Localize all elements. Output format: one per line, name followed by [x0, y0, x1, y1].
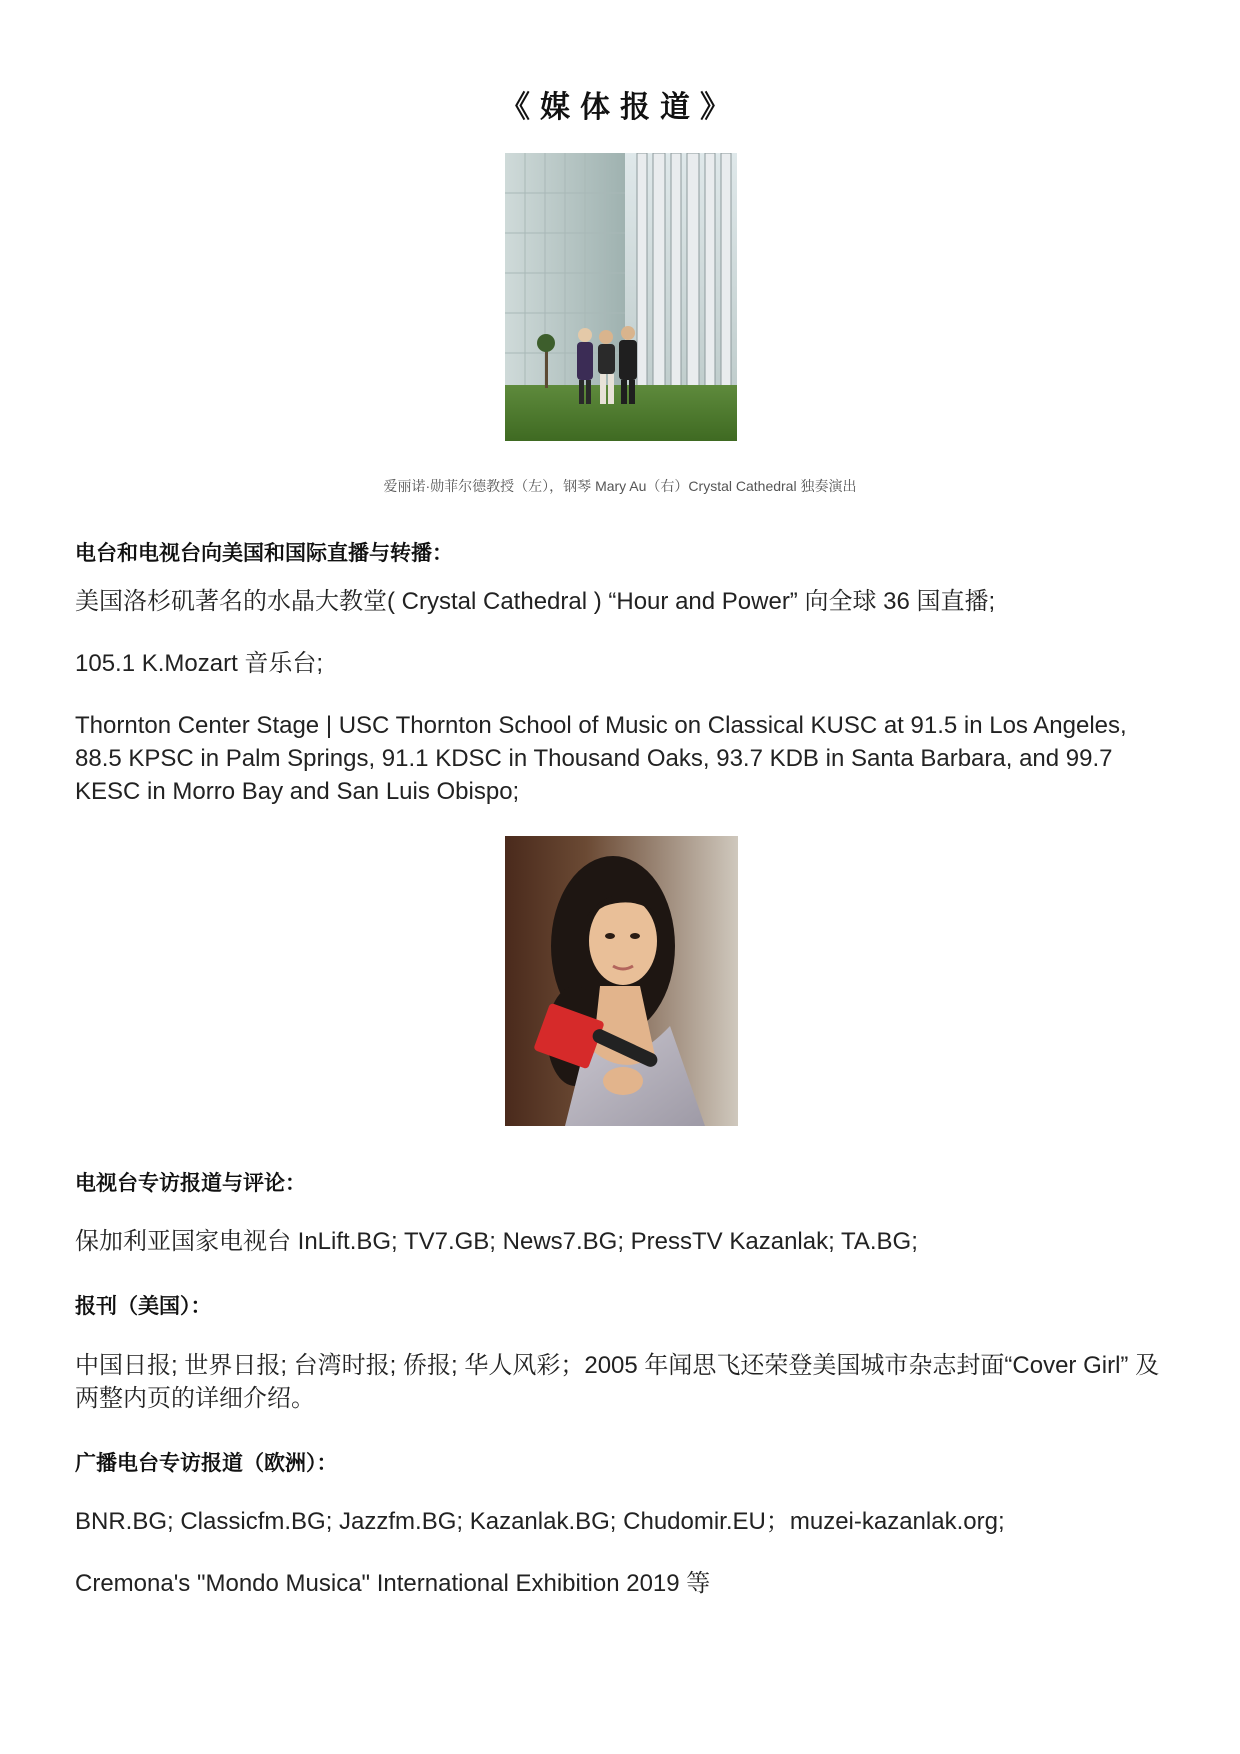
broadcast-heading: 电台和电视台向美国和国际直播与转播：: [75, 540, 453, 565]
photo-caption: 爱丽诺·勋菲尔德教授（左），钢琴 Mary Au（右）Crystal Cathedral 独奏演出: [383, 478, 857, 494]
radio-extra-text: Cremona's "Mondo Musica" International Exhibition 2019 等: [75, 1570, 711, 1597]
broadcast-item-thornton: Thornton Center Stage | USC Thornton School of Music on Classical KUSC at 91.5 in Los Angeles, 88.5 KPSC in Palm Springs, 91.1 KDSC in Thousand Oaks, 93.7 KDB in Santa Barbara, and 99.7 KESC in Morro Bay and San Luis Obispo;: [75, 712, 1127, 805]
radio-heading: 广播电台专访报道（欧洲）：: [75, 1450, 338, 1475]
cathedral-group-photo: [505, 153, 737, 441]
radio-text: BNR.BG; Classicfm.BG; Jazzfm.BG; Kazanlak.BG; Chudomir.EU；muzei-kazanlak.org;: [75, 1508, 1005, 1535]
broadcast-item-cathedral: 美国洛杉矶著名的水晶大教堂( Crystal Cathedral ) “Hour and Power” 向全球 36 国直播;: [75, 588, 996, 615]
group-photo-icon: [505, 153, 737, 441]
broadcast-item-kmozart: 105.1 K.Mozart 音乐台;: [75, 650, 324, 677]
press-heading: 报刊（美国）：: [75, 1293, 212, 1318]
interview-photo: [505, 836, 738, 1126]
tv-heading: 电视台专访报道与评论：: [75, 1170, 306, 1195]
interview-photo-icon: [505, 836, 738, 1126]
page-title: 《媒体报道》: [500, 90, 740, 125]
tv-text: 保加利亚国家电视台 InLift.BG; TV7.GB; News7.BG; PressTV Kazanlak; TA.BG;: [75, 1228, 918, 1255]
press-text: 中国日报; 世界日报; 台湾时报; 侨报; 华人风彩；2005 年闻思飞还荣登美国城市杂志封面“Cover Girl” 及两整内页的详细介绍。: [75, 1352, 1160, 1412]
